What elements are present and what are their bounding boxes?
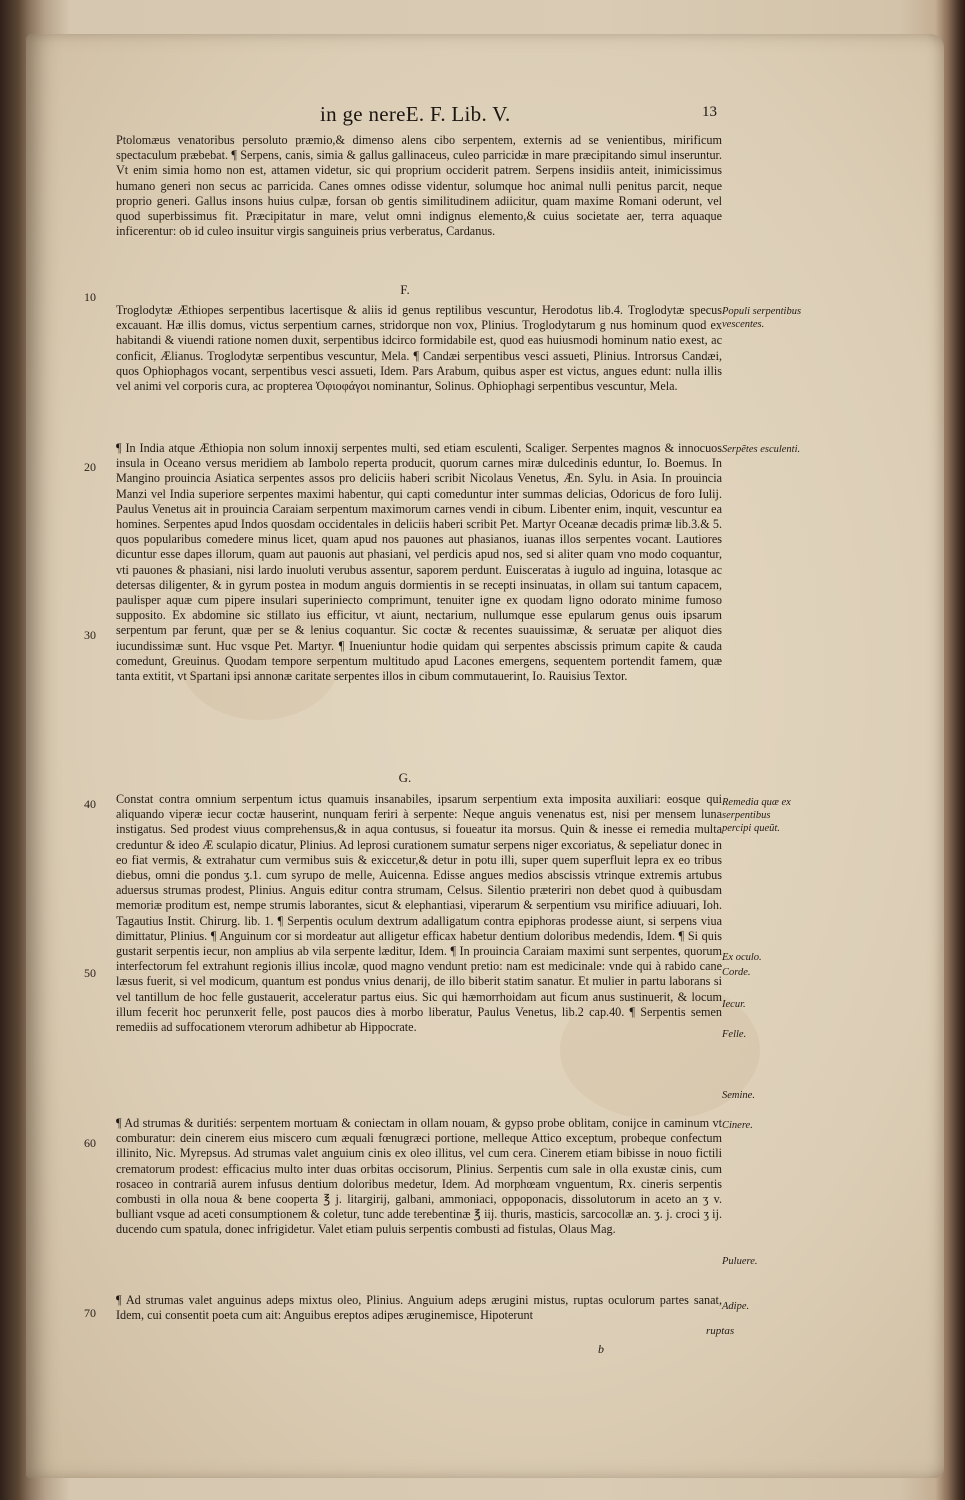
marginal-note: Remedia quæ ex serpentibus percipi queũt. xyxy=(722,797,791,834)
section-letter-f: F. xyxy=(400,282,410,297)
page-number: 13 xyxy=(702,104,717,120)
marginal-note: Semine. xyxy=(722,1090,755,1101)
line-number: 10 xyxy=(84,290,96,304)
paragraph-f-2: ¶ In India atque Æthiopia non solum innoxij serpentes multi, sed etiam esculenti, Scaliger. Serpentes magnos & innocuos insula in Oceano versus meridiem ab Iambolo reperta producit, quorum carnes miræ dulcedinis eduntur, Io. Boemus. In Mangino prouincia Asiatica serpentes assos pro deliciis haberi scribit Nicolaus Venetus, Æn. Sylu. in Asia. In prouincia Manzi vel India superiore serpentes maximi habentur, qui capti comeduntur inter summas delicias, Odoricus de foro Iulij. Paulus Venetus ait in prouincia Caraiam serpentum maximorum carnes vendi in cibum. Libenter enim, inquit, vescuntur ea homines. Serpentes apud Indos quosdam occidentales in deliciis haberi scribit Pet. Martyr Oceanæ decadis primæ lib.3.& 5. quos popularibus comedere minus licet, quam apud nos pauones aut phasianos, iuanas illos serpentes vocant. Lautiores dicuntur esse dapes illorum, quam aut pauonis aut phasiani, vel perdicis apud nos, sed si aliter quam vno modo coquantur, vti pauones & phasiani, nisi lardo inuoluti verubus assentur, saporem perdunt. Euisceratas à iugulo ad inguina, lotasque ac detersas diligenter, & in gyrum postea in modum anguis dormientis in se recepti insinuatas, in ollam sui tantum capacem, paulisper aquæ cum pipere insulari superiniecto comprimunt, tenuiter igne ex quodam ligno odorato minime fumoso supposito. Ex abdomine sic stillato ius efficitur, vt aiunt, nectarium, nullumque esse epularum genus ouis ipsarum serpentum par ferunt, quæ per se & lenius coquantur. Sic coctæ & recentes suauissimæ, & seruatæ per aliquot dies iucundissimæ sunt. Huc vsque Pet. Martyr. ¶ Inueniuntur hodie quidam qui serpentes abscissis primum capite & cauda comedunt, Greuinus. Quodam tempore serpentum multitudo apud Lacones emergens, sequentem portendit famem, quæ tanta extitit, vt Spartani ipsi annonæ caritate serpentes illos in cibum commutauerint, Io. Rauisius Textor. xyxy=(116,441,722,684)
marginal-note: Puluere. xyxy=(722,1256,758,1267)
paragraph-g-2: ¶ Ad strumas & duritiés: serpentem mortuam & coniectam in ollam nouam, & gypso probe oblitam, conijce in caminum vt comburatur: dein cinerem eius miscero cum æquali fœnugræci portione, melleque Attico exceptum, probeque confectum illinito, Nic. Myrepsus. Ad strumas valet anguium cinis ex oleo illitus, vel cum cera. Cinerem etiam bibisse in nouo fictili crematorum prodest: efficacius multo inter duas orbitas occisorum, Plinius. Serpentis cum sale in olla exustæ cinis, cum rosaceo in contrariã aurem infusus dentium doloribus medetur, Idem. Ad morphœam vnguentum, Rx. cineris serpentis combusti in olla noua & bene cooperta ℥ j. litargirij, galbani, ammoniaci, oppoponacis, dissolutorum in aceto an ʒ v. bulliant vsque ad aceti consumptionem & coletur, tunc adde terebentinæ ℥ iij. thuris, masticis, sarcocollæ an. ʒ. j. croci ʒ ij. ducendo cum spatula, donec infrigidetur. Valet etiam puluis serpentis combusti ad fistulas, Olaus Mag. xyxy=(116,1116,722,1237)
marginal-note: Corde. xyxy=(722,967,751,978)
book-page xyxy=(26,34,944,1478)
marginal-note: Serpẽtes esculenti. xyxy=(722,444,801,455)
paragraph-g-1: Constat contra omnium serpentum ictus quamuis insanabiles, ipsarum serpentium exta imposita auxiliari: eosque qui aliquando viperæ iecur coctæ hauserint, nunquam feriri à serpente: Neque anguis venenatus est, nisi per mensem luna instigatus. Sed prodest viuus comprehensus,& in aqua contusus, si foueatur ita morsus. Quin & inesse ei remedia multa creduntur & ideo Æ sculapio dicatur, Plinius. Ad leprosi curationem sumatur serpens niger excoriatus, & sepeliatur donec in eo fiat vermis, & extrahatur cum vermibus suis & exiccetur,& detur in potu illi, super quem superfluit lepra ex eo tribus diebus, omni die pondus ʒ.1. cum syrupo de melle, Auicenna. Edisse angues medios abscissis vtrinque extremis artubus aduersus strumas prodest, Plinius. Anguis editur contra strumam, Celsus. Silentio præteriri non debet quod à quibusdam memoriæ proditum est, nempe strumis laborantes, sicut & elephantiasi, viperarum & serpentium vsu mirifice adiuuari, Ioh. Tagautius Instit. Chirurg. lib. 1. ¶ Serpentis oculum dextrum adalligatum contra epiphoras prodesse aiunt, si serpens viua dimittatur, Plinius. ¶ Anguinum cor si mordeatur aut alligetur efficax habetur dentium doloribus medendis, Idem. ¶ Si quis gustarit serpentis iecur, non amplius ab vila serpente læditur, Idem. ¶ In prouincia Caraiam maximi sunt serpentes, quorum interfectorum fel extrahunt regionis illius incolæ, quod magno vendunt pretio: nam est medicinale: vnde qui à rabido cane læsus fuerit, si vel modicum, quantum est pondus vnius denarij, de illo biberit statim sanatur. Et mulier in partu laborans si vel tantillum de hoc felle gustauerit, acceleratur partus eius. Sic qui hæmorrhoidam aut ficum anus sustinuerit, & locum illum fecerit hoc perunxerit felle, post paucos dies à morbo liberatur, Paulus Venetus, lib.2 cap.40. ¶ Serpentis semen remediis ad suffocationem vterorum adhibetur ab Hippocrate. xyxy=(116,792,722,1035)
marginal-note: Iecur. xyxy=(722,999,746,1010)
line-number: 20 xyxy=(84,460,96,474)
marginal-note: Populi serpentibus vescentes. xyxy=(722,306,802,330)
paragraph-g-3: ¶ Ad strumas valet anguinus adeps mixtus oleo, Plinius. Anguium adeps ærugini mistus, ruptas oculorum partes sanat, Idem, cui consentit poeta cum ait: Anguibus ereptos adipes æruginemisce, Hipoterunt xyxy=(116,1293,722,1323)
marginal-note: Adipe. xyxy=(722,1301,750,1312)
line-number: 70 xyxy=(84,1306,96,1320)
line-number: 60 xyxy=(84,1136,96,1150)
section-letter-g: G. xyxy=(398,770,412,785)
page-header xyxy=(0,100,965,130)
running-title: in ge nereE. F. Lib. V. xyxy=(320,102,511,126)
line-number: 50 xyxy=(84,966,96,980)
marginal-note: Felle. xyxy=(722,1029,747,1040)
paragraph-intro: Ptolomæus venatoribus persoluto præmio,& dimenso alens cibo serpentem, externis ad se venientibus, mirificum spectaculum præbebat. ¶ Serpens, canis, simia & gallus gallinaceus, culeo parricidæ in mare præcipitando simul inseruntur. Vt enim simia homo non est, attamen videtur, sic qui proprium occiderit patrem. Serpens insidiis anteit, inimicissimus humano generi non secus ac parricida. Canes omnes odisse videntur, solumque hoc animal nulli penitus parcit, neque proprio generi. Gallus insons huius culpæ, forsan ob gentis similitudinem adiicitur, quam maxime Romani oderunt, vel quod superbissimus fit. Præcipitatur in mare, velut omni indignus elemento,& cuius societate aer, terra aquaque inficerentur: ob id culeo insuitur virgis sanguineis prius verberatus, Cardanus. xyxy=(116,133,722,239)
line-number: 40 xyxy=(84,797,96,811)
signature-mark: b xyxy=(598,1342,604,1356)
line-number: 30 xyxy=(84,628,96,642)
marginal-note: Ex oculo. xyxy=(722,952,762,963)
paragraph-f-1: Troglodytæ Æthiopes serpentibus lacertisque & aliis id genus reptilibus vescuntur, Herodotus lib.4. Troglodytæ specus excauant. Hæ illis domus, victus serpentium carnes, stridorque non vox, Plinius. Troglodytarum g nus hominum quod ex habitandi & viuendi ratione nomen duxit, serpentibus idcirco formidabile est, quod eas huiusmodi hominum natio exest, ac conficit, Ælianus. Troglodytæ serpentibus vescuntur, Mela. ¶ Candæi serpentibus vesci assueti, Plinius. Introrsus Candæi, quos Ophiophagos vocant, serpentibus vesci assueti, Idem. Pars Arabum, quibus asper est victus, angues edunt: nulla illis vel animi vel corporis cura, ac propterea Ὀφιοφάγοι nominantur, Solinus. Ophiophagi serpentibus vescuntur, Mela. xyxy=(116,303,722,394)
marginal-note: Cinere. xyxy=(722,1120,753,1131)
catchword: ruptas xyxy=(706,1325,735,1337)
